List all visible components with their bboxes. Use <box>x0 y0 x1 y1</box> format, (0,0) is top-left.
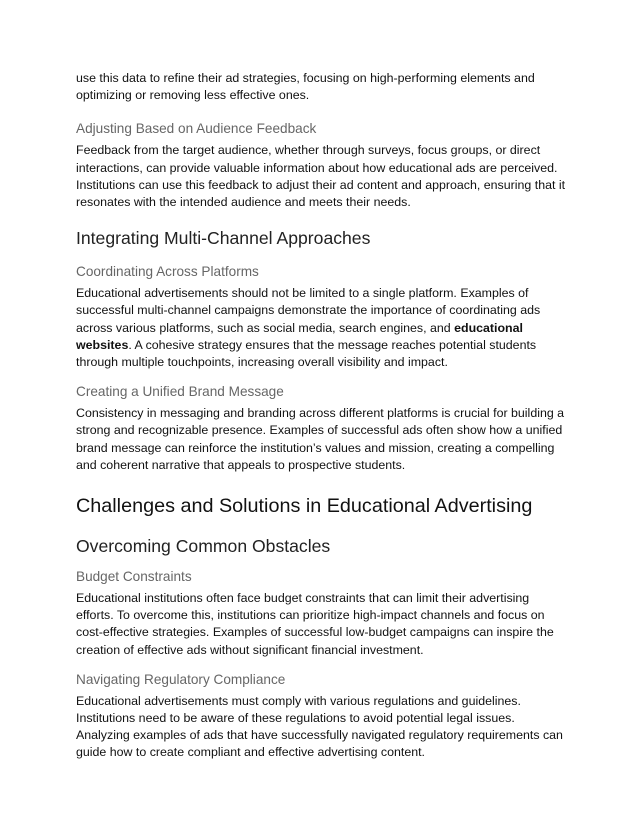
coordinating-text-before: Educational advertisements should not be limited to a single platform. Examples of successful multi-channel campaigns demonstrate the importance of coordinating ads across various platforms, such as social media, search engines, and <box>76 286 541 335</box>
challenges-heading: Challenges and Solutions in Educational Advertising <box>76 495 533 518</box>
obstacles-heading: Overcoming Common Obstacles <box>76 536 331 557</box>
document-page <box>76 70 568 762</box>
regulatory-paragraph: Educational advertisements must comply with various regulations and guidelines. Institutions need to be aware of these regulations to avoid potential legal issues. Analyzing examples of ads that have successfully navigated regulatory requirements can guide how to create compliant and effective advertising content. <box>76 693 563 760</box>
audience-feedback-paragraph: Feedback from the target audience, whether through surveys, focus groups, or direct interactions, can provide valuable information about how educational ads are perceived. Institutions can use this feedback to adjust their ad content and approach, ensuring that it resonates with the intended audience and meets their needs. <box>76 143 566 210</box>
unified-brand-paragraph: Consistency in messaging and branding across different platforms is crucial for building a strong and recognizable presence. Examples of successful ads often show how a unified brand message can reinforce the institution’s values and mission, creating a compelling and coherent narrative that appeals to prospective students. <box>76 406 565 472</box>
multichannel-heading: Integrating Multi-Channel Approaches <box>76 228 371 249</box>
coordinating-paragraph <box>76 285 568 371</box>
audience-feedback-heading: Adjusting Based on Audience Feedback <box>76 121 317 137</box>
educational-websites-link[interactable]: educational websites <box>76 320 523 352</box>
budget-heading: Budget Constraints <box>76 569 192 585</box>
coordinating-heading: Coordinating Across Platforms <box>76 264 259 280</box>
unified-brand-heading: Creating a Unified Brand Message <box>76 384 284 400</box>
regulatory-heading: Navigating Regulatory Compliance <box>76 671 286 687</box>
intro-paragraph: use this data to refine their ad strategies, focusing on high-performing elements and optimizing or removing less effective ones. <box>76 71 535 103</box>
coordinating-text-after: . A cohesive strategy ensures that the message reaches potential students through multiple touchpoints, increasing overall visibility and impact. <box>76 337 537 370</box>
budget-paragraph: Educational institutions often face budget constraints that can limit their advertising efforts. To overcome this, institutions can prioritize high-impact channels and focus on cost-effective strategies. Examples of successful low-budget campaigns can inspire the creation of effective ads without significant financial investment. <box>76 591 554 657</box>
